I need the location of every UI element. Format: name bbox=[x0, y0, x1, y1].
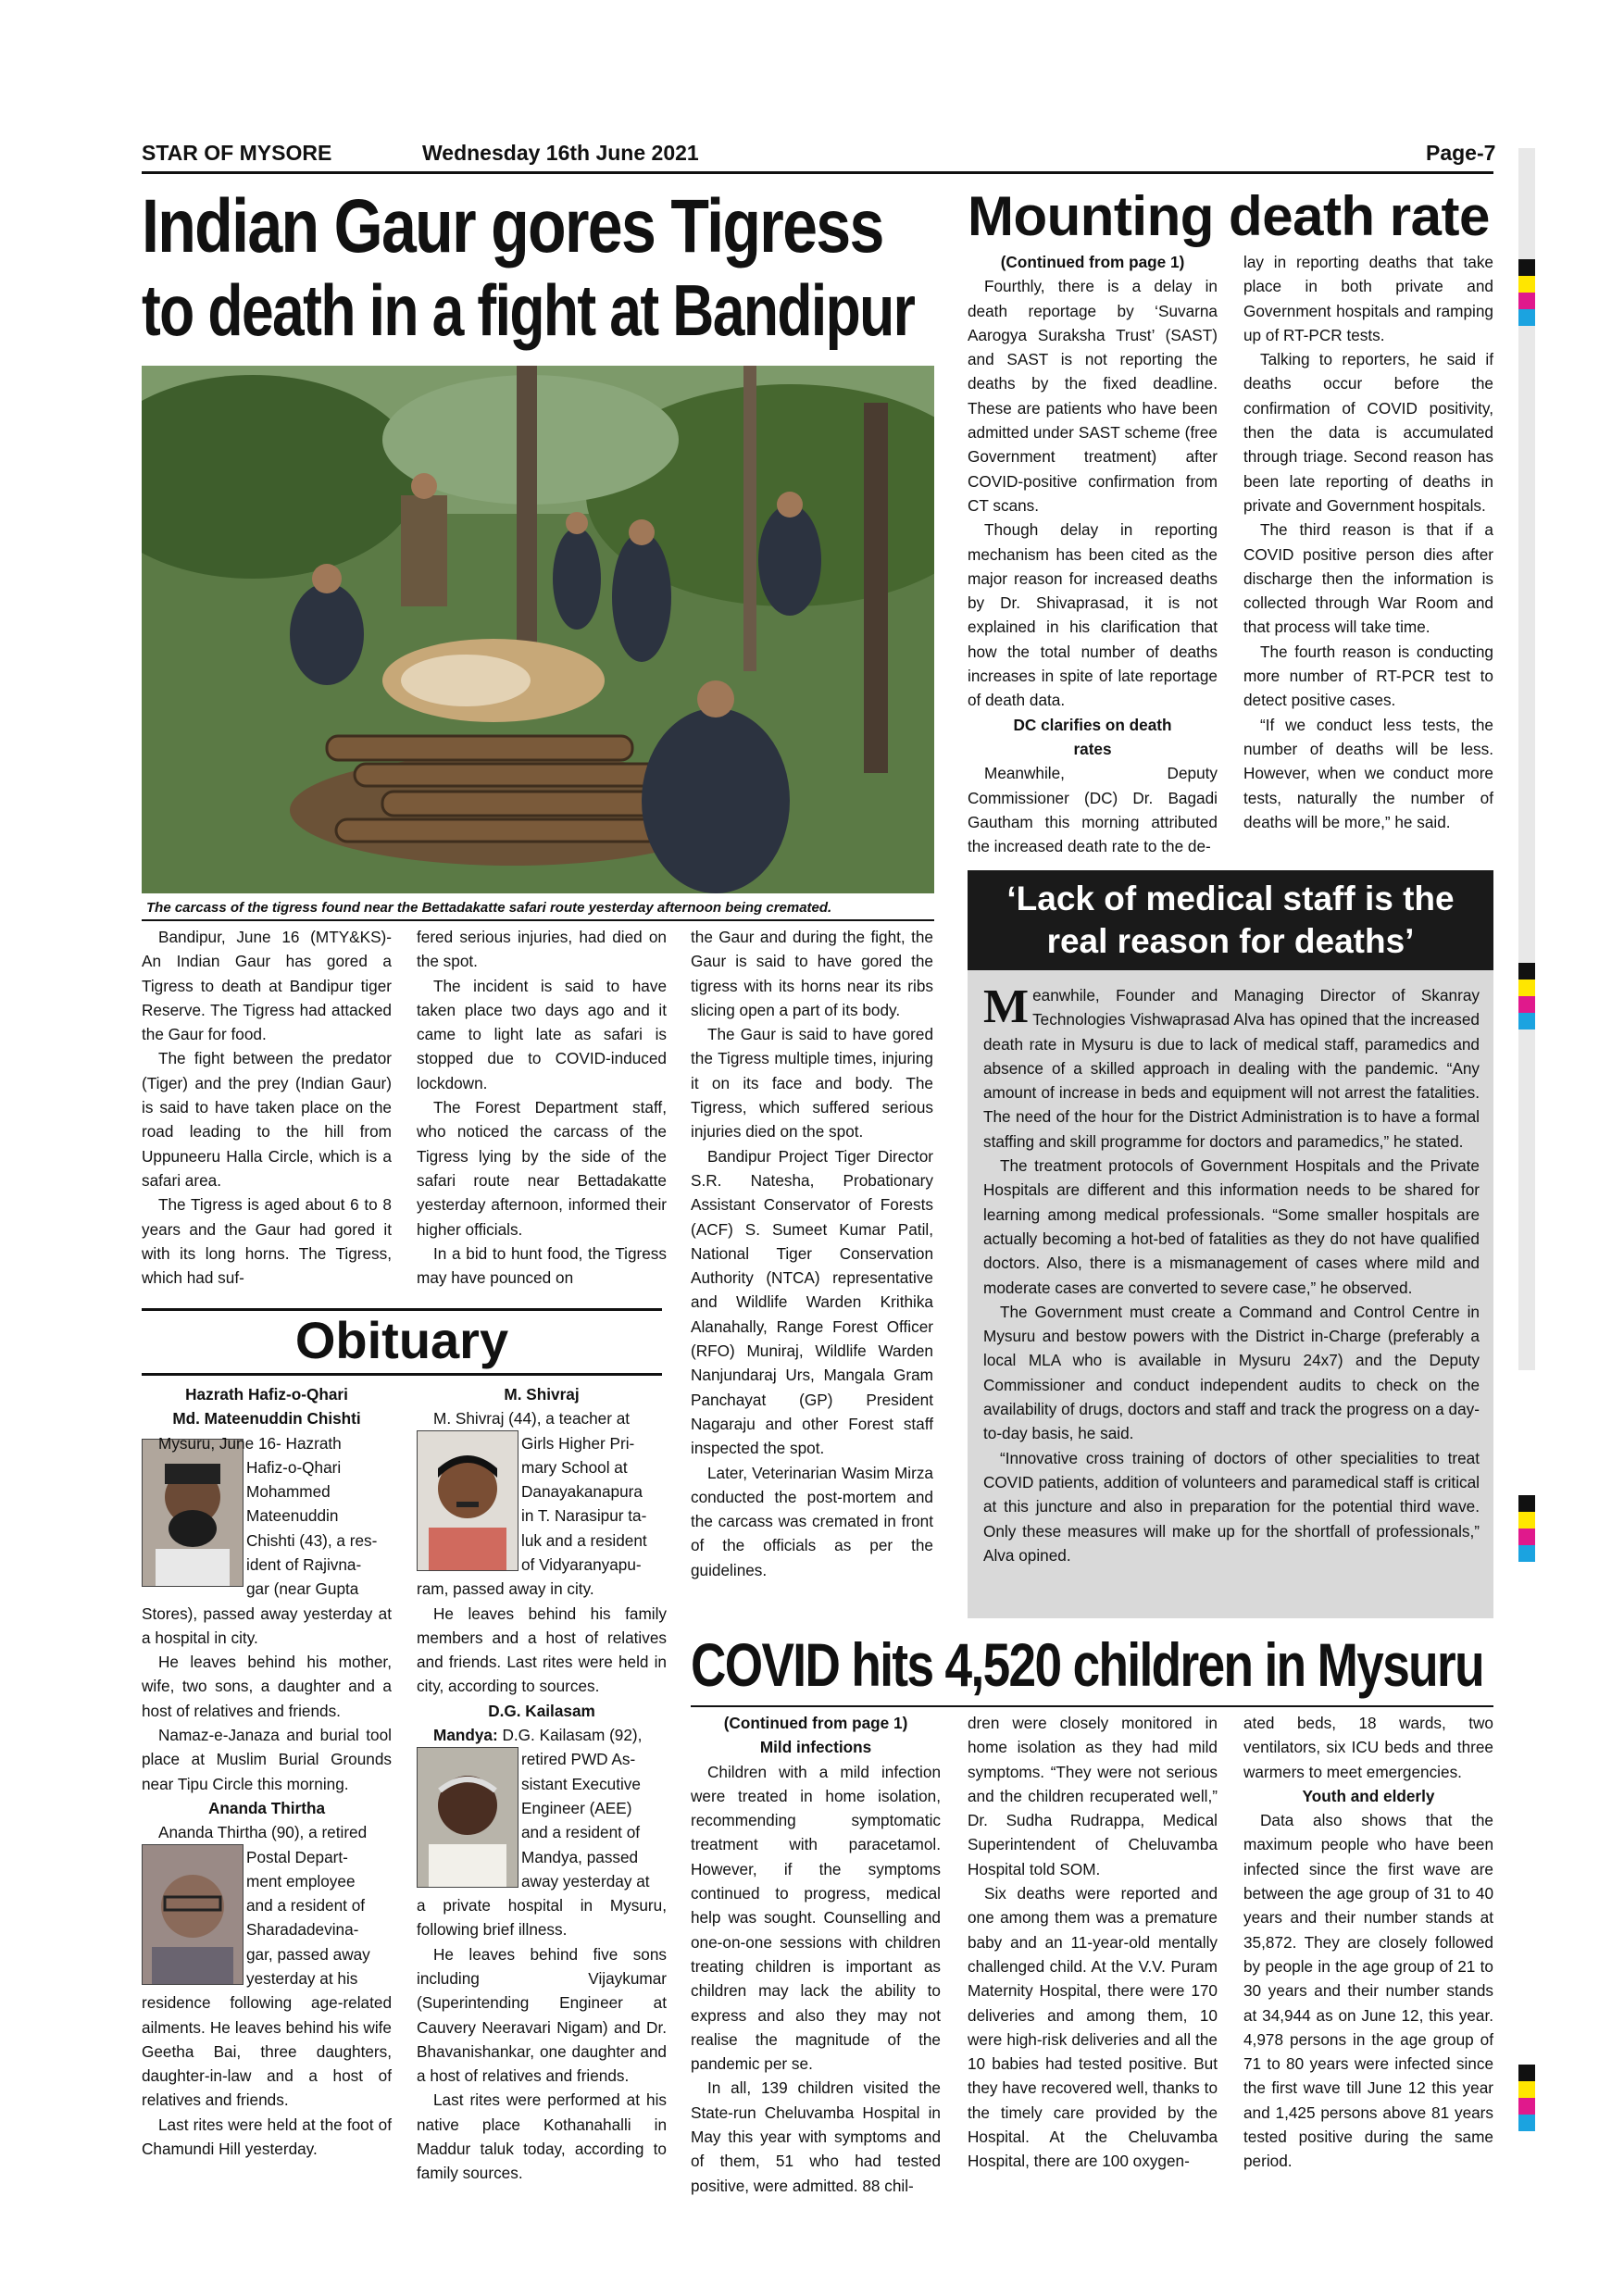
obit-line: away yesterday at bbox=[521, 1871, 650, 1890]
gaur-headline-line1: Indian Gaur gores Tigress bbox=[142, 184, 883, 268]
gaur-col2-para: The Forest Department staff, who noticed the carcass of the Tigress lying by the side of the safari route near Bettadakatte yesterday afternoon, informed their higher officials. bbox=[417, 1098, 667, 1239]
issue-date: Wednesday 16th June 2021 bbox=[422, 141, 699, 165]
obit-line: Engineer (AEE) bbox=[521, 1798, 632, 1817]
covid-para: dren were closely monitored in home isolation as they had mild symptoms. “They were not serious and the children recuperated well,” Dr. Sudha Rudrappa, Medical Superintendent of Cheluvamba Hospital told SOM. bbox=[968, 1714, 1218, 1878]
obit-line: and a resident of bbox=[246, 1896, 366, 1915]
obit-line: mary School at bbox=[521, 1457, 628, 1477]
death-subhead: DC clarifies on death rates bbox=[1013, 715, 1172, 758]
obit-line: Mysuru, June 16- Hazrath bbox=[158, 1433, 342, 1453]
obit-line: Sharadadevina- bbox=[246, 1920, 359, 1940]
gaur-col1-para: Bandipur, June 16 (MTY&KS)- An Indian Gaur has gored a Tigress to death at Bandipur tiger Reserve. The Tigress had attacked the Gaur for food. bbox=[142, 928, 392, 1044]
death-col1-para: Meanwhile, Deputy Commissioner (DC) Dr. Bagadi Gautham this morning attributed the increased death rate to the de- bbox=[968, 764, 1218, 856]
gaur-col2-para: fered serious injuries, had died on the spot. bbox=[417, 928, 667, 971]
continued-note: (Continued from page 1) bbox=[1000, 253, 1185, 271]
obit-line: ident of Rajivna- bbox=[246, 1555, 362, 1575]
paper-name: STAR OF MYSORE bbox=[142, 141, 332, 165]
covid-para: In all, 139 children visited the State-run Cheluvamba Hospital in May this year with symptoms and of them, 51 who had tested positive, were admitted. 88 chil- bbox=[691, 2078, 941, 2195]
death-col1-para: Fourthly, there is a delay in death reportage by ‘Suvarna Aarogya Suraksha Trust’ (SAST) and SAST is not reporting the deaths by the fixed deadline. These are patients who have been admitted under SAST scheme (free Government treatment) after COVID-positive confirmation from CT scans. bbox=[968, 277, 1218, 515]
color-registration-mark bbox=[1518, 963, 1535, 1029]
death-rate-headline: Mounting death rate bbox=[968, 185, 1490, 247]
medical-staff-headline-box bbox=[968, 870, 1493, 970]
medical-staff-text bbox=[983, 980, 1480, 1567]
obit-para: Last rites were performed at his native place Kothanahalli in Maddur taluk today, according to family sources. bbox=[417, 2090, 667, 2183]
gaur-col3-para: Later, Veterinarian Wasim Mirza conducted the post-mortem and the carcass was cremated in front of the officials as per the guidelines. bbox=[691, 1463, 933, 1579]
covid-para: Children with a mild infection were treated in home isolation, recommending symptomatic treatment with paracetamol. However, if the symptoms continued to progress, medical help was sought. Counselling and one-on-one sessions with children treating children is important as children may lack the ability to express and also they may not realise the magnitude of the pandemic per se. bbox=[691, 1762, 941, 2074]
color-registration-mark bbox=[1518, 259, 1535, 326]
header-rule bbox=[142, 171, 1493, 174]
obit-line: Postal Depart- bbox=[246, 1847, 348, 1866]
covid-subhead: Mild infections bbox=[759, 1738, 872, 1757]
obit-line: Girls Higher Pri- bbox=[521, 1433, 635, 1453]
tigress-cremation-photo bbox=[142, 366, 934, 893]
death-col2-para: lay in reporting deaths that take place in both private and Government hospitals and ramping up of RT-PCR tests. bbox=[1243, 253, 1493, 344]
gaur-column-3 bbox=[691, 925, 933, 1582]
obit-para: Namaz-e-Janaza and burial tool place at Muslim Burial Grounds near Tipu Circle this morning. bbox=[142, 1726, 392, 1793]
obit-shivraj-name: M. Shivraj bbox=[504, 1385, 580, 1404]
obit-line: Hafiz-o-Qhari bbox=[246, 1457, 342, 1477]
death-rate-column-2 bbox=[1243, 250, 1493, 834]
obit-line: ment employee bbox=[246, 1871, 356, 1890]
covid-column-3 bbox=[1243, 1711, 1493, 2174]
covid-children-headline: COVID hits 4,520 children in Mysuru bbox=[691, 1630, 1483, 1699]
staff-para: The Government must create a Command and Control Centre in Mysuru and bestow powers with the District in-Charge (preferably a local MLA who is available in Mysuru 24x7) and the Deputy Commissioner and conduct independent audits to check on the availability of drugs, doctors and staff and track the progress on a day-to-day basis, he said. bbox=[983, 1302, 1480, 1443]
gaur-column-2 bbox=[417, 925, 667, 1290]
obit-line: gar (near Gupta bbox=[246, 1579, 359, 1599]
obituary-column-1 bbox=[142, 1382, 392, 2161]
obit-line: Ananda Thirtha (90), a retired bbox=[158, 1823, 368, 1842]
obit-line: yesterday at his bbox=[246, 1969, 358, 1989]
margin-strip bbox=[1518, 148, 1535, 1370]
gaur-col3-para: The Gaur is said to have gored the Tigress multiple times, injuring it on its face and body. The Tigress, which suffered serious injuries died on the spot. bbox=[691, 1025, 933, 1142]
staff-para: The treatment protocols of Government Hospitals and the Private Hospitals are different and this information needs to be shared for learning among medical professionals. “Some smaller hospitals are actually becoming a hot-bed of fatalities as they do not have qualified doctors. Also, there is a mismanagement of cases where mild and moderate cases are converted to severe case,” he observed. bbox=[983, 1156, 1480, 1297]
medical-staff-headline-line1: ‘Lack of medical staff is the bbox=[1006, 880, 1455, 917]
gaur-col2-para: The incident is said to have taken place two days ago and it came to light late as safari is stopped due to COVID-induced lockdown. bbox=[417, 976, 667, 1092]
gaur-col2-para: In a bid to hunt food, the Tigress may have pounced on bbox=[417, 1243, 667, 1288]
obit-line: in T. Narasipur ta- bbox=[521, 1506, 647, 1526]
obit-line: Mandya, passed bbox=[521, 1847, 639, 1866]
gaur-headline-line2: to death in a fight at Bandipur bbox=[142, 269, 915, 351]
gaur-col1-para: The fight between the predator (Tiger) and the prey (Indian Gaur) is said to have taken place on the road leading to the hill from Uppuneeru Halla Circle, which is a safari area. bbox=[142, 1049, 392, 1190]
obit-place: Mandya: bbox=[433, 1726, 498, 1745]
death-col2-para: Talking to reporters, he said if deaths occur before the confirmation of COVID positivity, then the data is accumulated through triage. Second reason has been late reporting of deaths in private and Government hospitals. bbox=[1243, 350, 1493, 515]
color-registration-mark bbox=[1518, 1495, 1535, 1562]
covid-column-2 bbox=[968, 1711, 1218, 2174]
obit-ananda-name: Ananda Thirtha bbox=[207, 1798, 326, 1817]
color-registration-mark bbox=[1518, 2065, 1535, 2131]
obit-line: Mateenuddin bbox=[246, 1506, 339, 1526]
obit-para: Stores), passed away yesterday at a hospital in city. bbox=[142, 1603, 392, 1647]
obit-para: He leaves behind his family members and a host of relatives and friends. Last rites were held in city, according to sources. bbox=[417, 1603, 667, 1696]
obit-para: a private hospital in Mysuru, following brief illness. bbox=[417, 1896, 667, 1940]
covid-para: Six deaths were reported and one among them was a premature baby and an 11-year-old mentally challenged child. At the V.V. Puram Maternity Hospital, there were 170 deliveries and among them, 10 were high-risk deliveries and all the 10 babies had tested positive. But they have recovered well, thanks to the timely care provided by the Hospital. At the Cheluvamba Hospital, there are 100 oxygen- bbox=[968, 1884, 1218, 2171]
covid-subhead: Youth and elderly bbox=[1302, 1786, 1435, 1805]
obit-para: He leaves behind five sons including Vijaykumar (Superintending Engineer at Cauvery Neeravari Nigam) and Dr. Bhavanishankar, one daughter and a host of relatives and friends. bbox=[417, 1944, 667, 2086]
obit-line: gar, passed away bbox=[246, 1944, 370, 1964]
death-col1-para: Though delay in reporting mechanism has been cited as the major reason for increased deaths by Dr. Shivaprasad, it is not explained in his clarification that how the total number of deaths increases in spite of late reportage of death data. bbox=[968, 520, 1218, 710]
death-rate-column-1 bbox=[968, 250, 1218, 858]
covid-column-1 bbox=[691, 1711, 941, 2198]
obit-line: retired PWD As- bbox=[521, 1750, 636, 1769]
obit-line: D.G. Kailasam (92), bbox=[497, 1726, 643, 1745]
obit-hafiz-name: Md. Mateenuddin Chishti bbox=[172, 1409, 361, 1429]
caption-rule bbox=[142, 919, 934, 921]
obit-para: residence following age-related ailments. He leaves behind his wife Geetha Bai, three daughters, daughter-in-law and a host of relatives and friends. bbox=[142, 1993, 392, 2110]
obit-line: Danayakanapura bbox=[521, 1482, 643, 1502]
continued-note: (Continued from page 1) bbox=[723, 1714, 908, 1732]
obituary-bottom-rule bbox=[142, 1373, 662, 1376]
gaur-column-1 bbox=[142, 925, 392, 1290]
death-col2-para: The third reason is that if a COVID positive person dies after discharge then the information is collected through War Room and that process will take time. bbox=[1243, 520, 1493, 637]
photo-caption: The carcass of the tigress found near the Bettadakatte safari route yesterday afternoon being cremated. bbox=[146, 900, 832, 916]
obit-line: and a resident of bbox=[521, 1823, 641, 1842]
obit-line: of Vidyaranyapu- bbox=[521, 1555, 642, 1575]
gaur-col3-para: the Gaur and during the fight, the Gaur is said to have gored the tigress with its horns near its ribs slicing open a part of its body. bbox=[691, 928, 933, 1019]
obit-para: Last rites were held at the foot of Chamundi Hill yesterday. bbox=[142, 2115, 392, 2159]
covid-para: Data also shows that the maximum people who have been infected since the first wave are between the age group of 31 to 40 years and their number stands at 35,872. They are closely followed by people in the age group of 21 to 30 years and their number stands at 34,944 as on June 12, this year. 4,978 persons in the age group of 71 to 80 years were infected since the first wave till June 12 this year and 1,425 persons above 81 years tested positive during the same period. bbox=[1243, 1811, 1493, 2171]
obituary-column-2 bbox=[417, 1382, 667, 2186]
obit-hafiz-name: Hazrath Hafiz-o-Qhari bbox=[185, 1385, 348, 1404]
gaur-col1-para: The Tigress is aged about 6 to 8 years and the Gaur had gored it with its long horns. The Tigress, which had suf- bbox=[142, 1195, 392, 1288]
obit-line: M. Shivraj (44), a teacher at bbox=[433, 1409, 631, 1429]
medical-staff-headline-line2: real reason for deaths’ bbox=[1046, 922, 1415, 960]
page-number: Page-7 bbox=[1426, 141, 1496, 165]
staff-para: “Innovative cross training of doctors of other specialities to treat COVID patients, addition of volunteers and paramedical staff is critical at this juncture and also in preparation for the potential third wave. Only these measures will make up for the shortfall of professionals,” Alva opined. bbox=[983, 1448, 1480, 1565]
obit-line: sistant Executive bbox=[521, 1774, 641, 1793]
forest-scene-image bbox=[142, 366, 934, 893]
staff-para: eanwhile, Founder and Managing Director of Skanray Technologies Vishwaprasad Alva has opined that the increased death rate in Mysuru is due to lack of medical staff, paramedics and absence of a skilled approach in dealing with the pandemic. “Any amount of increase in beds and equipment will not arrest the fatalities. The need of the hour for the District Administration is to have a formal staffing and skill programme for doctors and paramedics,” he stated. bbox=[983, 986, 1480, 1151]
obit-line: Chishti (43), a res- bbox=[246, 1530, 378, 1550]
obit-line: luk and a resident bbox=[521, 1530, 647, 1550]
dropcap: M bbox=[983, 980, 1030, 1033]
obit-para: ram, passed away in city. bbox=[417, 1579, 594, 1599]
obit-para: He leaves behind his mother, wife, two sons, a daughter and a host of relatives and friends. bbox=[142, 1653, 392, 1720]
gaur-col3-para: Bandipur Project Tiger Director S.R. Natesha, Probationary Assistant Conservator of Forests (ACF) S. Sumeet Kumar Patil, National Tiger Conservation Authority (NTCA) representative and Wildlife Warden Krithika Alanahally, Range Forest Officer (RFO) Muniraj, Wildlife Warden Nanjundaraj Urs, Mangala Gram Panchayat (GP) President Nagaraju and other Forest staff inspected the spot. bbox=[691, 1146, 933, 1458]
obituary-title: Obituary bbox=[294, 1311, 509, 1369]
obit-kailasam-name: D.G. Kailasam bbox=[488, 1701, 595, 1720]
death-col2-para: “If we conduct less tests, the number of deaths will be less. However, when we conduct more tests, naturally the number of deaths will be more,” he said. bbox=[1243, 715, 1493, 831]
death-col2-para: The fourth reason is conducting more number of RT-PCR test to detect positive cases. bbox=[1243, 642, 1493, 710]
covid-rule bbox=[691, 1705, 1493, 1707]
covid-para: ated beds, 18 wards, two ventilators, six ICU beds and three warmers to meet emergencies. bbox=[1243, 1714, 1493, 1781]
obit-line: Mohammed bbox=[246, 1482, 331, 1502]
